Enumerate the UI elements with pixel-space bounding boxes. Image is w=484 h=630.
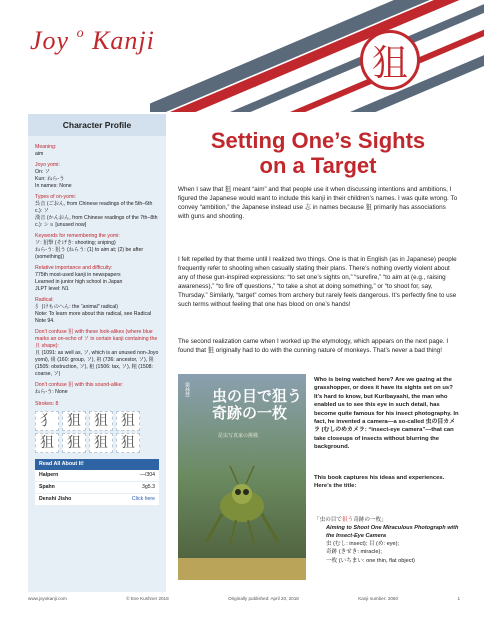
reference-label: Spahn <box>39 483 55 490</box>
strokes-label: Strokes: 8 <box>35 400 59 407</box>
logo-kanji: Kanji <box>92 26 155 55</box>
radical-note-link[interactable]: Note: To learn more about this radical, see Radical Note 94. <box>35 311 152 325</box>
stroke-step: 犭 <box>35 411 59 431</box>
footer-published: Originally published: April 20, 2018 <box>228 596 299 601</box>
book-cover-image <box>178 374 306 580</box>
caption-paragraph: Who is being watched here? Are we gazing at the grasshopper, or does it have its sights set on us? It’s hard to know, but Kuribayashi, the man who enabled us to see this eye in such detail, has become quite famous for his insect photography. In fact, he invented a camera—a so-called 虫の目カメラ (むしのめカメラ: “insect-eye camera”—that can take closeups of insects without blurring the background. <box>314 377 459 450</box>
importance-3: JLPT level: N1 <box>35 286 69 293</box>
keywords-label: Keywords for remembering the yomi: <box>35 233 120 240</box>
title-line-2: on a Target <box>259 153 377 179</box>
gloss-1: 虫 (むし: insect); 目 (め: eye); <box>326 541 400 548</box>
title-jp-post: 奇跡の一枚」 <box>353 517 387 523</box>
joyo-yomi-label: Joyo yomi: <box>35 162 60 169</box>
header-kanji-badge: 狙 <box>360 30 420 90</box>
page-title <box>178 128 458 179</box>
stroke-step: 狙 <box>62 411 86 431</box>
stroke-step: 狙 <box>35 433 59 453</box>
reference-row <box>35 470 159 482</box>
book-title: 虫の目で狙う奇跡の一枚 <box>212 387 303 422</box>
keyword-2: ねら-う: 狙う (ねらう: (1) to aim at; (2) be after (something)) <box>35 247 144 261</box>
reference-label: Halpern <box>39 471 59 478</box>
gloss-3: 一枚 (いちまい: one thin, flat object) <box>326 557 415 564</box>
reference-row <box>35 494 159 506</box>
stroke-order-grid <box>35 411 159 453</box>
site-logo[interactable] <box>30 26 155 56</box>
title-jp-pre: 「虫の目で <box>314 517 342 523</box>
logo-joy: Joy <box>30 26 70 55</box>
reference-value: 3g5.3 <box>142 483 155 490</box>
importance-label: Relative importance and difficulty: <box>35 265 113 272</box>
in-names: In names: None <box>35 183 72 190</box>
on-yomi: On: ソ <box>35 169 50 176</box>
footer-copyright: © Eve Kushner 2018 <box>126 596 169 601</box>
lookalikes-list: 且 (1091: as well as, ソ, which is an unused non-Joyo yomi), 組 (160: group, ソ), 祖 (736: ancestor, ソ), 阻 (1505: obstruction, ソ), 租 (1506: tax, ソ), 粗 (1508: coarse, ソ) <box>35 350 159 378</box>
reference-label: Denshi Jisho <box>39 495 72 502</box>
meaning-label: Meaning: <box>35 144 57 150</box>
stroke-step: 狙 <box>116 411 140 431</box>
soundalike-label: Don’t confuse 狙 with this sound-alike: <box>35 382 123 389</box>
importance-2: Learned in junior high school in Japan <box>35 279 123 286</box>
paragraph-2: I felt repelled by that theme until I realized two things. One is that in English (as in Japanese) people frequently refer to shooting when casually stating their plans. There’s nothing overtly violent about any of these gun-inspired expressions: “to set one’s sights on,” “surefire,” “to aim at (e.g., raising awareness),” “to fire off questions,” “to take a shot at doing something,” or “to shoot for, say, Thursday.” Similarly, “target” comes from archery but rarely feels dangerous. It’s perfectly fine to use such terms without feeling that one has blood on one’s hands! <box>178 256 457 308</box>
footer-page-number: 1 <box>457 596 460 601</box>
paragraph-3: The second realization came when I worked up the etymology, which appears on the next page. I found that 狙 originally had to do with the cunning nature of monkeys. That’s never a bad thing! <box>178 338 449 354</box>
stroke-step: 狙 <box>89 433 113 453</box>
grasshopper-icon <box>200 464 284 548</box>
gloss-2: 奇跡 (きせき: miracle); <box>326 549 382 556</box>
denshi-jisho-link[interactable]: Click here <box>131 495 155 502</box>
title-line-1: Setting One’s Sights <box>210 128 426 153</box>
stroke-step: 狙 <box>89 411 113 431</box>
stroke-step: 狙 <box>116 433 140 453</box>
kan-on: 漢音 (かんおん, from Chinese readings of the 7th–8th c.): ショ [unused now] <box>35 215 158 229</box>
kun-yomi: Kun: ねら-う <box>35 176 65 183</box>
book-subtitle: 昆虫写真家の挑戦 <box>218 433 259 439</box>
page-footer <box>28 596 460 601</box>
radical-label: Radical: <box>35 297 54 304</box>
stroke-step: 狙 <box>62 433 86 453</box>
reference-value: —/304 <box>139 471 155 478</box>
read-all-about-it-title: Read All About It! <box>35 459 159 470</box>
logo-o: o <box>76 26 85 41</box>
title-english: Aiming to Shoot One Miraculous Photograph with the Insect-Eye Camera <box>326 525 459 540</box>
caption-lead: This book captures his ideas and experiences. Here’s the title: <box>314 475 445 490</box>
footer-kanji-number: Kanji number: 2060 <box>358 596 399 601</box>
types-label: Types of on-yomi: <box>35 194 76 201</box>
book-title-gloss <box>314 516 460 565</box>
radical-value: 犭 (けものへん: the “animal” radical) <box>35 304 119 311</box>
reference-row <box>35 482 159 494</box>
keyword-1: ソ: 狙撃 (そげき: shooting; sniping) <box>35 240 116 247</box>
sidebar-title: Character Profile <box>28 114 166 136</box>
footer-url[interactable]: www.joyokanji.com <box>28 596 67 601</box>
book-author: 栗林慧 <box>184 382 190 397</box>
meaning-value: aim <box>35 151 44 158</box>
importance-1: 775th most-used kanji in newspapers <box>35 272 121 279</box>
go-on: 呉音 (ごおん, from Chinese readings of the 5th–6th c.): ソ <box>35 201 153 215</box>
soundalike-value: ねら-う: None <box>35 389 68 396</box>
paragraph-1: When I saw that 狙 meant “aim” and that people use it when discussing intentions and ambitions, I figured the Japanese would want to include this kanji in their children’s names. I was quite wrong. To convey “ambition,” the Japanese instead use 志 in names because 狙 primarily has associations with guns and shooting. <box>178 186 458 220</box>
lookalikes-label: Don’t confuse 狙 with these look-alikes (where blue marks an on-echo of ソ in certain kanji containing the 且 shape): <box>35 329 158 350</box>
title-jp-kanji: 狙う <box>341 517 354 523</box>
header-stripes <box>150 0 484 112</box>
character-profile-sidebar <box>28 114 166 592</box>
